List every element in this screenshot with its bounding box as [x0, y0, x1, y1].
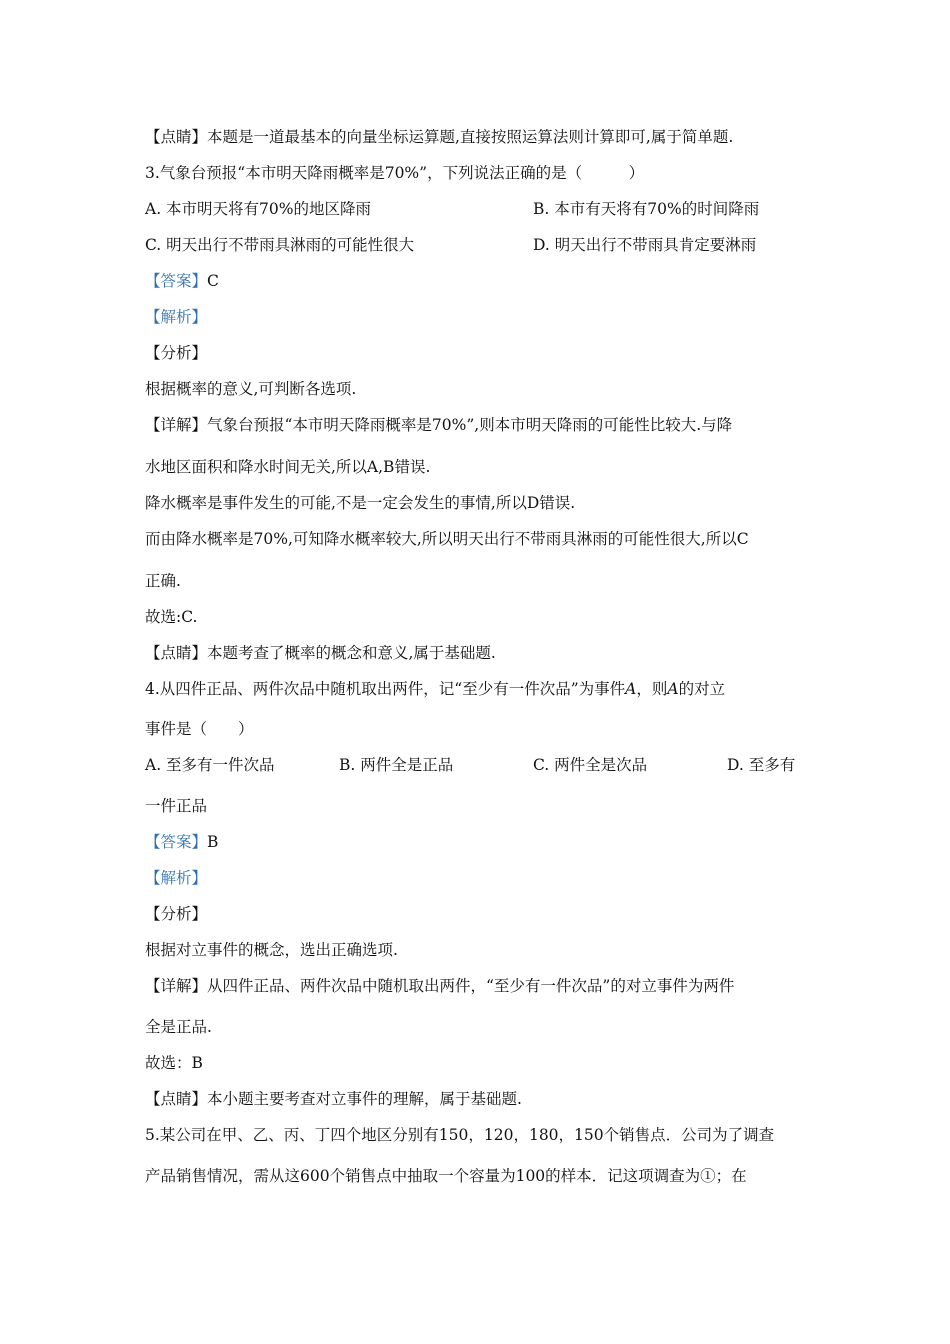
q5-stem-line1: 5.某公司在甲、乙、丙、丁四个地区分别有150，120，180，150个销售点．公司为了调查: [145, 1126, 775, 1144]
q4-fenxi: 【分析】: [145, 905, 208, 923]
q4-fenxi-text: 根据对立事件的概念，选出正确选项.: [145, 941, 398, 959]
q3-xiangjie-4: 而由降水概率是70%,可知降水概率较大,所以明天出行不带雨具淋雨的可能性很大,所以C: [145, 530, 749, 548]
q4-option-c: C. 两件全是次品: [533, 756, 648, 774]
event-variable: A: [625, 680, 637, 698]
q4-xiangjie-2: 全是正品.: [145, 1018, 212, 1036]
q3-xiangjie-3: 降水概率是事件发生的可能,不是一定会发生的事情,所以D错误.: [145, 494, 576, 512]
q4-dianjing: 【点睛】本小题主要考查对立事件的理解，属于基础题.: [145, 1090, 522, 1108]
q4-guxuan: 故选：B: [145, 1054, 203, 1072]
q3-stem: 3.气象台预报“本市明天降雨概率是70%”，下列说法正确的是（ ）: [145, 164, 645, 182]
q3-jiexi: 【解析】: [145, 308, 208, 326]
q5-stem-line2: 产品销售情况，需从这600个销售点中抽取一个容量为100的样本．记这项调查为①；在: [145, 1167, 747, 1185]
q3-xiangjie-5: 正确.: [145, 572, 181, 590]
q3-dianjing: 【点睛】本题考查了概率的概念和意义,属于基础题.: [145, 644, 496, 662]
answer-value: B: [207, 833, 219, 851]
q4-stem-line1: [145, 678, 725, 700]
q4-stem-part-c: 的对立: [678, 680, 726, 698]
q3-answer: [145, 270, 219, 292]
q4-option-a: A. 至多有一件次品: [145, 756, 275, 774]
q4-answer: [145, 831, 218, 853]
q4-option-b: B. 两件全是正品: [339, 756, 454, 774]
q3-xiangjie-1: 【详解】气象台预报“本市明天降雨概率是70%”,则本市明天降雨的可能性比较大.与降: [145, 416, 733, 434]
q3-option-a: A. 本市明天将有70%的地区降雨: [145, 200, 371, 218]
q4-stem-part-b: ，则: [636, 680, 668, 698]
q3-fenxi-text: 根据概率的意义,可判断各选项.: [145, 380, 357, 398]
event-variable: A: [667, 680, 679, 698]
q4-jiexi: 【解析】: [145, 869, 208, 887]
q4-stem-part-a: 4.从四件正品、两件次品中随机取出两件，记“至少有一件次品”为事件: [145, 680, 626, 698]
q2-dianjing: 【点睛】本题是一道最基本的向量坐标运算题,直接按照运算法则计算即可,属于简单题.: [145, 128, 734, 146]
answer-label: 【答案】: [145, 272, 208, 290]
q3-option-c: C. 明天出行不带雨具淋雨的可能性很大: [145, 236, 415, 254]
q4-stem-line2: 事件是（ ）: [145, 720, 254, 738]
answer-value: C: [207, 272, 219, 290]
q4-xiangjie-1: 【详解】从四件正品、两件次品中随机取出两件，“至少有一件次品”的对立事件为两件: [145, 977, 735, 995]
q3-guxuan: 故选:C.: [145, 608, 198, 626]
q3-option-d: D. 明天出行不带雨具肯定要淋雨: [533, 236, 757, 254]
q4-option-d: D. 至多有: [727, 756, 796, 774]
q3-option-b: B. 本市有天将有70%的时间降雨: [533, 200, 760, 218]
q4-option-d-cont: 一件正品: [145, 797, 208, 815]
q3-fenxi: 【分析】: [145, 344, 208, 362]
q3-xiangjie-2: 水地区面积和降水时间无关,所以A,B错误.: [145, 458, 431, 476]
answer-label: 【答案】: [145, 833, 208, 851]
